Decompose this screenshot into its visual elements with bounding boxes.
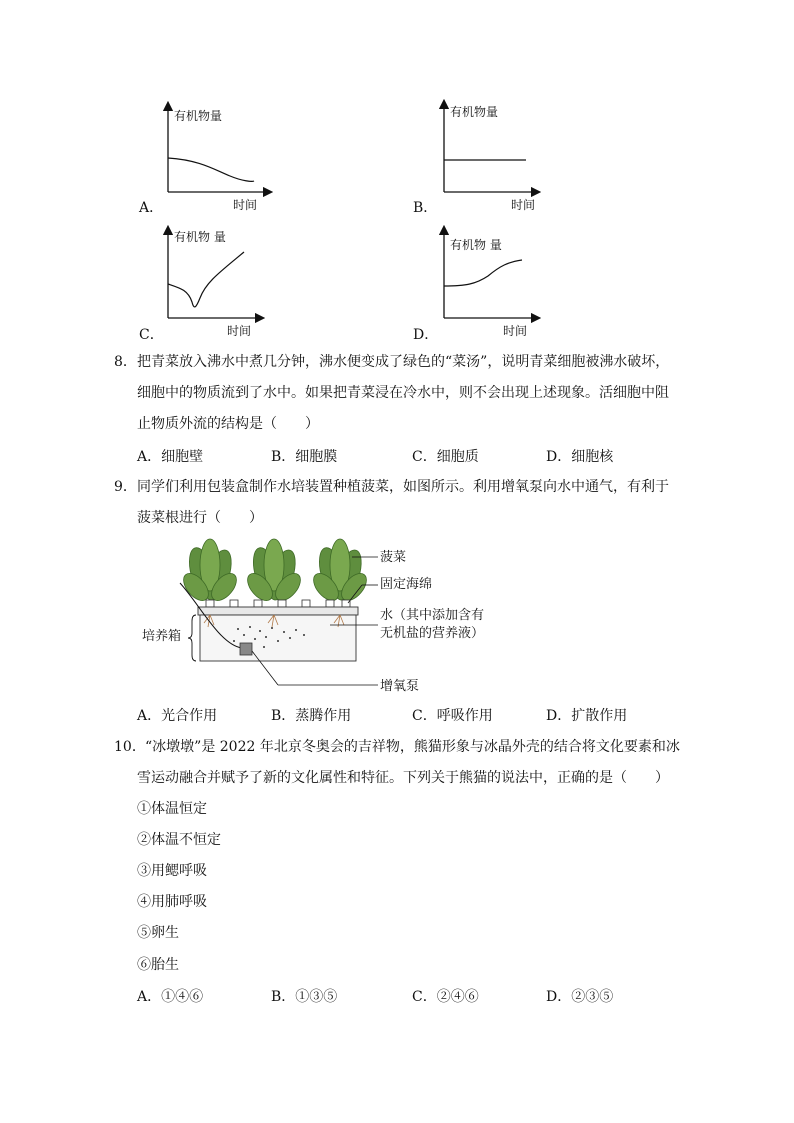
question-9-option-c[interactable]: C．呼吸作用 [412, 708, 493, 724]
statement-6: ⑥胎生 [137, 957, 179, 973]
question-9-line2: 菠菜根进行（ ） [137, 510, 263, 526]
question-10-option-a[interactable]: A．①④⑥ [137, 989, 204, 1005]
graph-d-ylabel: 有机物 量 [450, 238, 502, 252]
graph-a-ylabel: 有机物量 [174, 109, 223, 123]
statement-3: ③用鳃呼吸 [137, 863, 207, 879]
sponge-holders [206, 600, 350, 607]
graph-c-xlabel: 时间 [227, 324, 252, 338]
spinach-plant-3 [309, 539, 371, 605]
graph-d-curve [444, 260, 522, 286]
statement-2: ②体温不恒定 [137, 832, 221, 848]
question-10-line2: 雪运动融合并赋予了新的文化属性和特征。下列关于熊猫的说法中，正确的是（ ） [137, 770, 669, 786]
box-bracket [188, 615, 196, 661]
question-8-number: 8． [114, 354, 137, 370]
graph-b-xlabel: 时间 [511, 198, 536, 212]
figure-label-water-line1: 水（其中添加含有 [380, 608, 485, 623]
question-9-option-d[interactable]: D．扩散作用 [546, 708, 628, 724]
question-9-number: 9． [114, 479, 137, 495]
question-8-option-d[interactable]: D．细胞核 [546, 449, 614, 465]
question-9-option-b[interactable]: B．蒸腾作用 [271, 708, 352, 724]
question-10-option-d[interactable]: D．②③⑤ [546, 989, 614, 1005]
question-8-option-c[interactable]: C．细胞质 [412, 449, 479, 465]
question-10-option-c[interactable]: C．②④⑥ [412, 989, 479, 1005]
graph-c-letter: C． [139, 327, 164, 343]
box-lid [198, 607, 358, 615]
statement-5: ⑤卵生 [137, 925, 179, 941]
question-10-line1: “冰墩墩”是 2022 年北京冬奥会的吉祥物，熊猫形象与冰晶外壳的结合将文化要素和冰 [145, 739, 680, 755]
graph-b-letter: B． [413, 200, 438, 216]
question-8-line1: 把青菜放入沸水中煮几分钟，沸水便变成了绿色的“菜汤”，说明青菜细胞被沸水破坏， [137, 354, 670, 370]
spinach-plant-2 [243, 539, 305, 605]
graph-b-ylabel: 有机物量 [450, 105, 499, 119]
question-8-option-a[interactable]: A．细胞壁 [137, 449, 204, 465]
air-pump [240, 643, 252, 655]
figure-label-box: 培养箱 [142, 629, 182, 644]
question-8-option-b[interactable]: B．细胞膜 [271, 449, 338, 465]
hydroponic-figure [160, 535, 400, 695]
question-9-option-a[interactable]: A．光合作用 [137, 708, 218, 724]
graph-d-letter: D． [413, 327, 439, 343]
graph-a-curve [168, 158, 254, 181]
graph-a-letter: A． [139, 200, 164, 216]
question-10-number: 10． [114, 739, 146, 755]
question-9-line1: 同学们利用包装盒制作水培装置种植菠菜，如图所示。利用增氧泵向水中通气，有利于 [137, 479, 669, 495]
figure-label-pump: 增氧泵 [380, 679, 420, 694]
graph-c-ylabel: 有机物 量 [174, 230, 226, 244]
question-10-option-b[interactable]: B．①③⑤ [271, 989, 338, 1005]
graph-d-xlabel: 时间 [503, 324, 528, 338]
graph-c-curve [168, 252, 244, 307]
graph-a-xlabel: 时间 [233, 198, 258, 212]
figure-label-spinach: 菠菜 [380, 550, 407, 565]
figure-label-water-line2: 无机盐的营养液） [380, 626, 485, 641]
question-8-line2: 细胞中的物质流到了水中。如果把青菜浸在冷水中，则不会出现上述现象。活细胞中阻 [137, 385, 669, 401]
question-8-line3: 止物质外流的结构是（ ） [137, 416, 319, 432]
spinach-plant-1 [179, 539, 241, 605]
figure-label-sponge: 固定海绵 [380, 577, 433, 592]
statement-1: ①体温恒定 [137, 801, 207, 817]
statement-4: ④用肺呼吸 [137, 894, 207, 910]
